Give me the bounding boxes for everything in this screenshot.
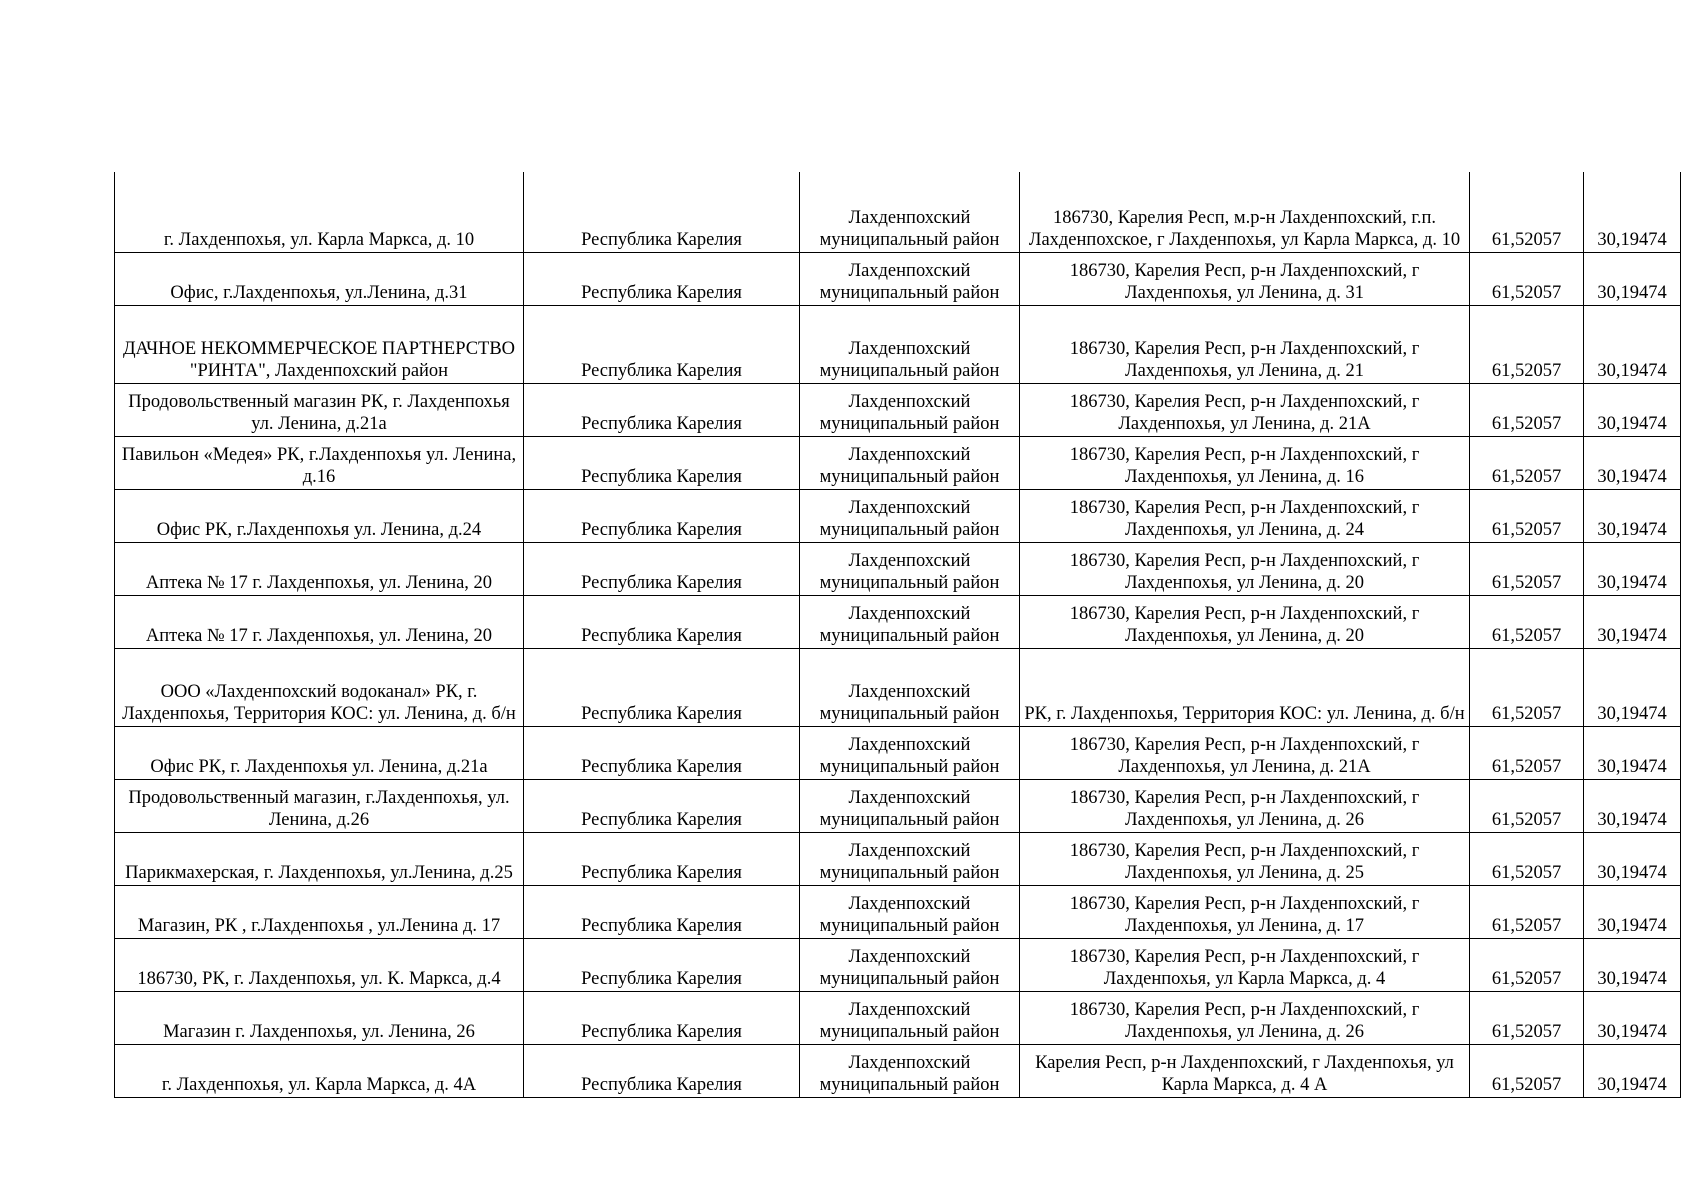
region-cell: Республика Карелия (524, 172, 800, 252)
address-cell: 186730, Карелия Респ, р-н Лахденпохский, г Лахденпохья, ул Ленина, д. 24 (1020, 489, 1470, 542)
district-cell: Лахденпохский муниципальный район (800, 885, 1020, 938)
region-cell: Республика Карелия (524, 1044, 800, 1097)
object-name-cell: Офис РК, г.Лахденпохья ул. Ленина, д.24 (115, 489, 524, 542)
longitude-cell: 30,19474 (1584, 595, 1681, 648)
address-cell: 186730, Карелия Респ, р-н Лахденпохский, г Лахденпохья, ул Ленина, д. 16 (1020, 436, 1470, 489)
object-name-cell: 186730, РК, г. Лахденпохья, ул. К. Маркса, д.4 (115, 938, 524, 991)
latitude-cell: 61,52057 (1470, 832, 1584, 885)
object-name-cell: Офис РК, г. Лахденпохья ул. Ленина, д.21а (115, 726, 524, 779)
longitude-cell: 30,19474 (1584, 779, 1681, 832)
address-cell: 186730, Карелия Респ, р-н Лахденпохский, г Лахденпохья, ул Ленина, д. 20 (1020, 595, 1470, 648)
region-cell: Республика Карелия (524, 383, 800, 436)
region-cell: Республика Карелия (524, 726, 800, 779)
longitude-cell: 30,19474 (1584, 991, 1681, 1044)
latitude-cell: 61,52057 (1470, 252, 1584, 305)
latitude-cell: 61,52057 (1470, 172, 1584, 252)
address-cell: РК, г. Лахденпохья, Территория КОС: ул. Ленина, д. б/н (1020, 648, 1470, 726)
table-row (115, 885, 1681, 938)
district-cell: Лахденпохский муниципальный район (800, 489, 1020, 542)
table-row (115, 172, 1681, 252)
table-row (115, 595, 1681, 648)
region-cell: Республика Карелия (524, 305, 800, 383)
latitude-cell: 61,52057 (1470, 542, 1584, 595)
table-row (115, 648, 1681, 726)
longitude-cell: 30,19474 (1584, 172, 1681, 252)
district-cell: Лахденпохский муниципальный район (800, 648, 1020, 726)
district-cell: Лахденпохский муниципальный район (800, 938, 1020, 991)
district-cell: Лахденпохский муниципальный район (800, 305, 1020, 383)
object-name-cell: Павильон «Медея» РК, г.Лахденпохья ул. Ленина, д.16 (115, 436, 524, 489)
district-cell: Лахденпохский муниципальный район (800, 252, 1020, 305)
object-name-cell: Офис, г.Лахденпохья, ул.Ленина, д.31 (115, 252, 524, 305)
longitude-cell: 30,19474 (1584, 542, 1681, 595)
object-name-cell: Аптека № 17 г. Лахденпохья, ул. Ленина, 20 (115, 542, 524, 595)
address-cell: 186730, Карелия Респ, р-н Лахденпохский, г Лахденпохья, ул Ленина, д. 26 (1020, 991, 1470, 1044)
address-cell: 186730, Карелия Респ, м.р-н Лахденпохский, г.п. Лахденпохское, г Лахденпохья, ул Карла Маркса, д. 10 (1020, 172, 1470, 252)
object-name-cell: Продовольственный магазин РК, г. Лахденпохья ул. Ленина, д.21а (115, 383, 524, 436)
region-cell: Республика Карелия (524, 595, 800, 648)
latitude-cell: 61,52057 (1470, 726, 1584, 779)
address-cell: 186730, Карелия Респ, р-н Лахденпохский, г Лахденпохья, ул Ленина, д. 20 (1020, 542, 1470, 595)
object-name-cell: Магазин г. Лахденпохья, ул. Ленина, 26 (115, 991, 524, 1044)
address-cell: 186730, Карелия Респ, р-н Лахденпохский, г Лахденпохья, ул Ленина, д. 21А (1020, 726, 1470, 779)
latitude-cell: 61,52057 (1470, 1044, 1584, 1097)
table-row (115, 779, 1681, 832)
longitude-cell: 30,19474 (1584, 383, 1681, 436)
latitude-cell: 61,52057 (1470, 885, 1584, 938)
address-cell: 186730, Карелия Респ, р-н Лахденпохский, г Лахденпохья, ул Ленина, д. 26 (1020, 779, 1470, 832)
longitude-cell: 30,19474 (1584, 1044, 1681, 1097)
address-cell: 186730, Карелия Респ, р-н Лахденпохский, г Лахденпохья, ул Ленина, д. 25 (1020, 832, 1470, 885)
region-cell: Республика Карелия (524, 489, 800, 542)
district-cell: Лахденпохский муниципальный район (800, 726, 1020, 779)
district-cell: Лахденпохский муниципальный район (800, 542, 1020, 595)
object-name-cell: Аптека № 17 г. Лахденпохья, ул. Ленина, 20 (115, 595, 524, 648)
longitude-cell: 30,19474 (1584, 938, 1681, 991)
table-row (115, 832, 1681, 885)
table-body (115, 172, 1681, 1097)
object-name-cell: Продовольственный магазин, г.Лахденпохья, ул. Ленина, д.26 (115, 779, 524, 832)
table-row (115, 726, 1681, 779)
address-cell: 186730, Карелия Респ, р-н Лахденпохский, г Лахденпохья, ул Карла Маркса, д. 4 (1020, 938, 1470, 991)
object-name-cell: ООО «Лахденпохский водоканал» РК, г. Лахденпохья, Территория КОС: ул. Ленина, д. б/н (115, 648, 524, 726)
district-cell: Лахденпохский муниципальный район (800, 832, 1020, 885)
latitude-cell: 61,52057 (1470, 938, 1584, 991)
longitude-cell: 30,19474 (1584, 252, 1681, 305)
object-name-cell: ДАЧНОЕ НЕКОММЕРЧЕСКОЕ ПАРТНЕРСТВО "РИНТА", Лахденпохский район (115, 305, 524, 383)
longitude-cell: 30,19474 (1584, 726, 1681, 779)
latitude-cell: 61,52057 (1470, 648, 1584, 726)
district-cell: Лахденпохский муниципальный район (800, 1044, 1020, 1097)
object-name-cell: г. Лахденпохья, ул. Карла Маркса, д. 4А (115, 1044, 524, 1097)
address-cell: Карелия Респ, р-н Лахденпохский, г Лахденпохья, ул Карла Маркса, д. 4 А (1020, 1044, 1470, 1097)
district-cell: Лахденпохский муниципальный район (800, 779, 1020, 832)
longitude-cell: 30,19474 (1584, 436, 1681, 489)
district-cell: Лахденпохский муниципальный район (800, 595, 1020, 648)
region-cell: Республика Карелия (524, 991, 800, 1044)
table-row (115, 383, 1681, 436)
address-cell: 186730, Карелия Респ, р-н Лахденпохский, г Лахденпохья, ул Ленина, д. 31 (1020, 252, 1470, 305)
table-row (115, 489, 1681, 542)
region-cell: Республика Карелия (524, 542, 800, 595)
region-cell: Республика Карелия (524, 938, 800, 991)
latitude-cell: 61,52057 (1470, 305, 1584, 383)
region-cell: Республика Карелия (524, 832, 800, 885)
longitude-cell: 30,19474 (1584, 489, 1681, 542)
latitude-cell: 61,52057 (1470, 779, 1584, 832)
region-cell: Республика Карелия (524, 648, 800, 726)
address-cell: 186730, Карелия Респ, р-н Лахденпохский, г Лахденпохья, ул Ленина, д. 21А (1020, 383, 1470, 436)
district-cell: Лахденпохский муниципальный район (800, 436, 1020, 489)
object-name-cell: г. Лахденпохья, ул. Карла Маркса, д. 10 (115, 172, 524, 252)
district-cell: Лахденпохский муниципальный район (800, 383, 1020, 436)
table-row (115, 305, 1681, 383)
address-cell: 186730, Карелия Респ, р-н Лахденпохский, г Лахденпохья, ул Ленина, д. 21 (1020, 305, 1470, 383)
table-row (115, 252, 1681, 305)
object-name-cell: Магазин, РК , г.Лахденпохья , ул.Ленина д. 17 (115, 885, 524, 938)
longitude-cell: 30,19474 (1584, 305, 1681, 383)
latitude-cell: 61,52057 (1470, 489, 1584, 542)
address-cell: 186730, Карелия Респ, р-н Лахденпохский, г Лахденпохья, ул Ленина, д. 17 (1020, 885, 1470, 938)
district-cell: Лахденпохский муниципальный район (800, 172, 1020, 252)
region-cell: Республика Карелия (524, 436, 800, 489)
longitude-cell: 30,19474 (1584, 885, 1681, 938)
district-cell: Лахденпохский муниципальный район (800, 991, 1020, 1044)
table-row (115, 542, 1681, 595)
longitude-cell: 30,19474 (1584, 832, 1681, 885)
region-cell: Республика Карелия (524, 252, 800, 305)
table-row (115, 436, 1681, 489)
latitude-cell: 61,52057 (1470, 436, 1584, 489)
locations-table (114, 172, 1681, 1098)
latitude-cell: 61,52057 (1470, 383, 1584, 436)
table-row (115, 1044, 1681, 1097)
table-row (115, 938, 1681, 991)
region-cell: Республика Карелия (524, 885, 800, 938)
latitude-cell: 61,52057 (1470, 991, 1584, 1044)
table-row (115, 991, 1681, 1044)
latitude-cell: 61,52057 (1470, 595, 1584, 648)
region-cell: Республика Карелия (524, 779, 800, 832)
object-name-cell: Парикмахерская, г. Лахденпохья, ул.Ленина, д.25 (115, 832, 524, 885)
longitude-cell: 30,19474 (1584, 648, 1681, 726)
